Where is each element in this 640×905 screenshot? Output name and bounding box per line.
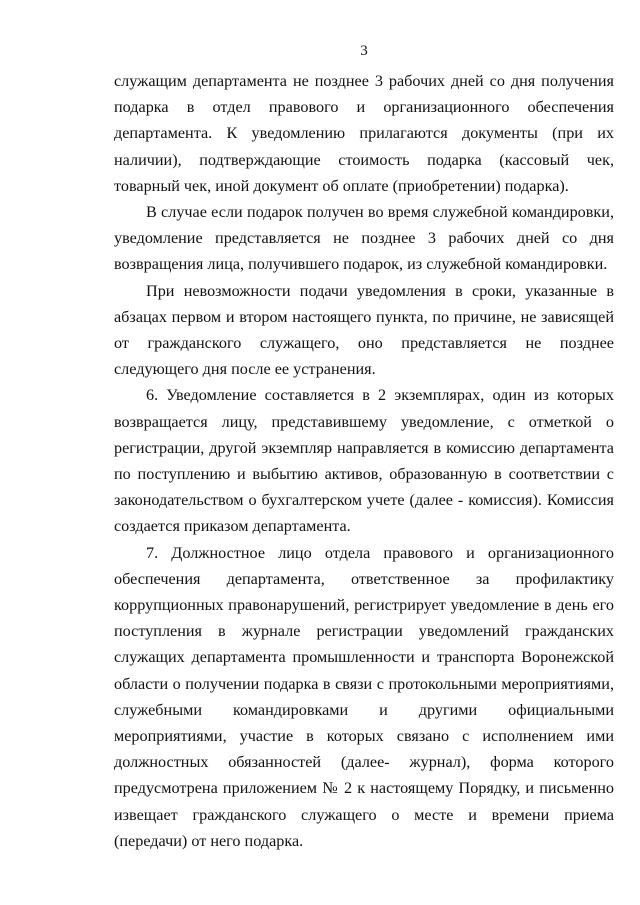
- document-body: [114, 68, 614, 854]
- page-number: 3: [360, 43, 368, 59]
- paragraph-continuation: служащим департамента не позднее 3 рабочих дней со дня получения подарка в отдел правового и организационного обеспечения департамента. К уведомлению прилагаются документы (при их наличии), подтверждающие стоимость подарка (кассовый чек, товарный чек, иной документ об оплате (приобретении) подарка).: [114, 72, 614, 195]
- paragraph-business-trip: В случае если подарок получен во время служебной командировки, уведомление представляется не позднее 3 рабочих дней со дня возвращения лица, получившего подарок, из служебной командировки.: [114, 203, 614, 274]
- paragraph-impossibility: При невозможности подачи уведомления в сроки, указанные в абзацах первом и втором настоящего пункта, по причине, не зависящей от гражданского служащего, оно представляется не позднее следующего дня после ее устранения.: [114, 281, 614, 379]
- paragraph-item-6: 6. Уведомление составляется в 2 экземплярах, один из которых возвращается лицу, представившему уведомление, с отметкой о регистрации, другой экземпляр направляется в комиссию департамента по поступлению и выбытию активов, образованную в соответствии с законодательством о бухгалтерском учете (далее - комиссия). Комиссия создается приказом департамента.: [114, 386, 614, 536]
- paragraph-item-7: 7. Должностное лицо отдела правового и организационного обеспечения департамента, ответственное за профилактику коррупционных правонарушений, регистрирует уведомление в день его поступления в журнале регистрации уведомлений гражданских служащих департамента промышленности и транспорта Воронежской области о получении подарка в связи с протокольными мероприятиями, служебными командировками и другими официальными мероприятиями, участие в которых связано с исполнением ими должностных обязанностей (далее- журнал), форма которого предусмотрена приложением № 2 к настоящему Порядку, и письменно извещает гражданского служащего о месте и времени приема (передачи) от него подарка.: [114, 543, 614, 850]
